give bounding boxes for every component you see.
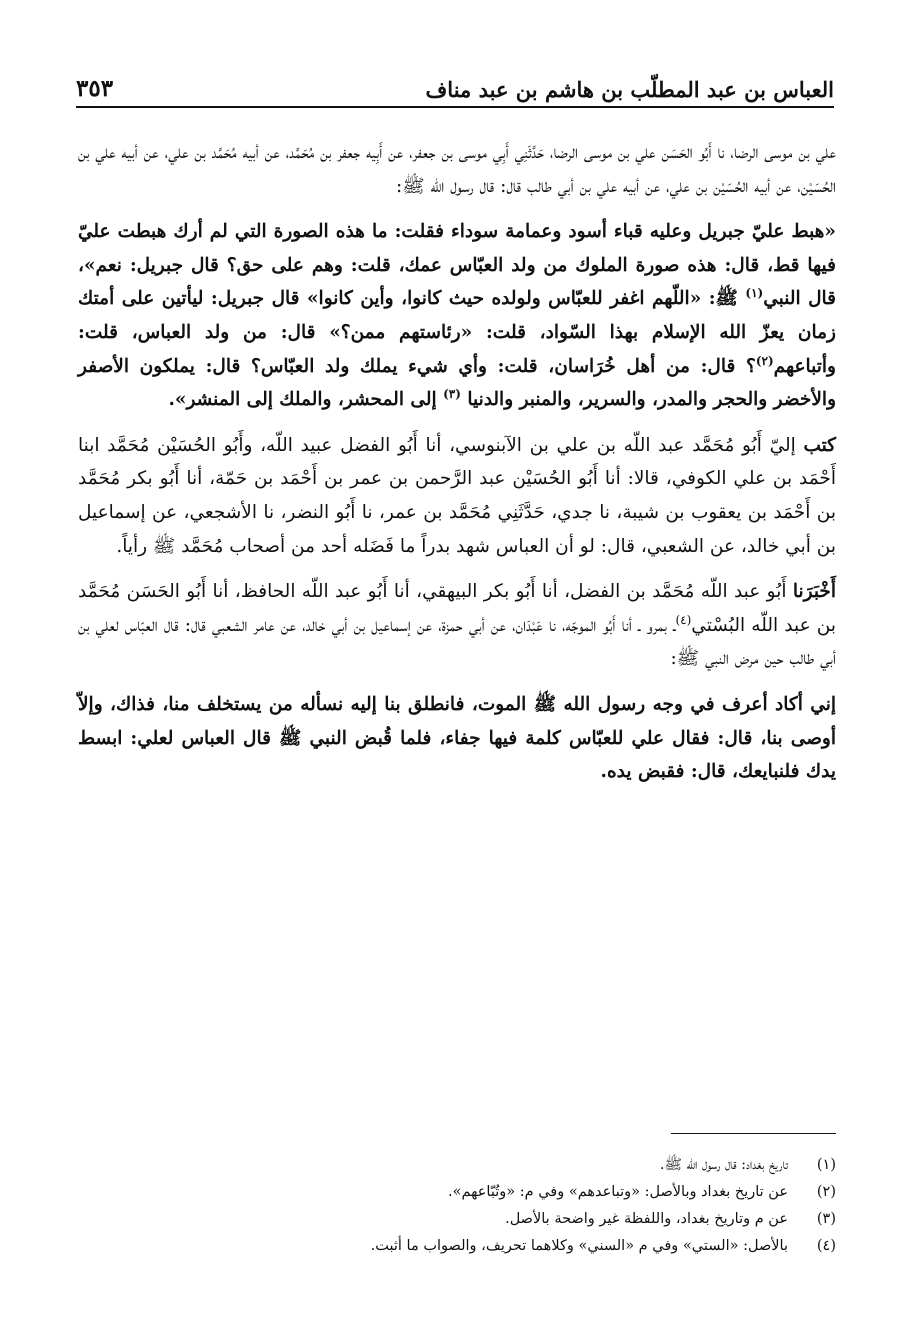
running-title: العباس بن عبد المطلّب بن هاشم بن عبد مناف: [425, 77, 834, 102]
footnote-ref-1: (١): [745, 286, 764, 301]
paragraph-lead-word: أَخْبَرَنا: [792, 581, 836, 603]
footnote-item: [78, 1152, 836, 1179]
hadith-1-part-2: ﷺ: «اللّهم اغفر للعبّاس ولولده حيث كانوا، وأين كانوا» قال جبريل: ليأتين على أمتك زمان يعزّ الله الإسلام بهذا السّواد، قلت: «رئاستهم ممن؟» قال: من ولد العباس، قلت: وأتباعهم: [78, 288, 836, 377]
hadith-1-part-3: ؟ قال: من أهل خُرَاسان، قلت: وأي شيء يملك ولد العبّاس؟ قال: يملكون الأصفر والأخضر والحجر والمدر، والسرير، والمنبر والدنيا: [78, 355, 836, 411]
footnote-text: عن م وتاريخ بغداد، واللفظة غير واضحة بالأصل.: [505, 1211, 788, 1227]
isnad-2-text: إليّ أَبُو مُحَمَّد عبد اللّه بن علي بن الآبنوسي، أنا أَبُو الفضل عبيد اللّه، وأَبُو الحُسَيْن مُحَمَّد ابنا أَحْمَد بن علي الكوفي، قالا: أنا أَبُو الحُسَيْن عبد الرَّحمن بن عمر بن أَحْمَد بن حَمّة، أنا أَبُو بكر مُحَمَّد بن أَحْمَد بن يعقوب بن شيبة، نا جدي، حَدَّثَنِي مُحَمَّد بن عمر، نا أَبُو النضر، نا الأشجعي، عن إسماعيل بن أبي خالد، عن الشعبي، قال: لو أن العباس شهد بدراً ما فَضَله أحد من أصحاب مُحَمَّد ﷺ رأياً.: [78, 434, 836, 557]
footnote-item: [78, 1233, 836, 1260]
paragraph-isnad-1: علي بن موسى الرضا، نا أَبُو الحَسَن علي بن موسى الرضا، حَدَّثَنِي أَبِي موسى بن جعفر، عن أَبِيه جعفر بن مُحَمَّد، عن أبيه مُحَمَّد بن علي، عن أبيه علي بن الحُسَيْن، عن أبيه الحُسَيْن بن علي، عن أبيه علي بن أبي طالب قال: قال رسول الله ﷺ:: [78, 142, 836, 197]
paragraph-hadith-2: إني أكاد أعرف في وجه رسول الله ﷺ الموت، فانطلق بنا إليه نسأله من يستخلف منا، فذاك، وإلاّ أوصى بنا، قال: فقال علي للعبّاس كلمة فيها جفاء، فلما قُبض النبي ﷺ قال العباس لعلي: ابسط يدك فلنبايعك، قال: فقبض يده.: [78, 693, 836, 783]
page-header: [76, 66, 834, 108]
footnote-item: [78, 1179, 836, 1206]
footnotes: [78, 1152, 836, 1260]
footnote-number: (٢): [816, 1184, 836, 1200]
footnote-text: تاريخ بغداد: قال رسول الله ﷺ.: [659, 1157, 788, 1173]
hadith-1-part-1: «هبط عليّ جبريل وعليه قباء أسود وعمامة سوداء فقلت: ما هذه الصورة التي لم أرك هبطت عليّ فيها قط، قال: هذه صورة الملوك من ولد العبّاس عمك، قلت: وهم على حق؟ قال جبريل: نعم»، قال النبي: [78, 221, 836, 310]
footnote-text: بالأصل: «الستي» وفي م «السني» وكلاهما تحريف، والصواب ما أثبت.: [370, 1238, 788, 1254]
footnote-ref-4: (٤): [675, 612, 692, 627]
footnote-divider: [671, 1133, 836, 1134]
footnote-ref-2: (٢): [755, 353, 774, 368]
footnote-number: (١): [816, 1157, 836, 1173]
page-number: ٣٥٣: [76, 75, 114, 102]
footnote-text: عن تاريخ بغداد وبالأصل: «وتباعدهم» وفي م: «وتُبّاعهم».: [447, 1184, 788, 1200]
footnote-item: [78, 1206, 836, 1233]
isnad-3-part-1: أَبُو عبد اللّه مُحَمَّد بن الفضل، أنا أَبُو بكر البيهقي، أنا أَبُو عبد اللّه الحافظ، أنا أَبُو الحَسَن مُحَمَّد بن عبد اللّه البُسْتي: [78, 581, 836, 636]
isnad-3-part-2: ـ بمرو ـ أنا أَبُو الموجّه، نا عَبْدَان، عن أبي حمزة، عن إسماعيل بن أبي خالد، عن عامر الشعبي قال: قال العبّاس لعلي بن أبي طالب حين مرض النبي ﷺ:: [78, 614, 836, 670]
footnote-number: (٣): [816, 1211, 836, 1227]
footnote-ref-3: (٣): [443, 387, 461, 401]
main-text: [78, 136, 836, 801]
hadith-1-part-4: إلى المحشر، والملك إلى المنشر».: [168, 389, 437, 411]
footnote-number: (٤): [816, 1238, 836, 1254]
paragraph-isnad-2: [78, 429, 836, 563]
paragraph-hadith-1: [78, 215, 836, 417]
paragraph-isnad-3: [78, 575, 836, 676]
paragraph-lead-word: كتب: [803, 434, 836, 456]
